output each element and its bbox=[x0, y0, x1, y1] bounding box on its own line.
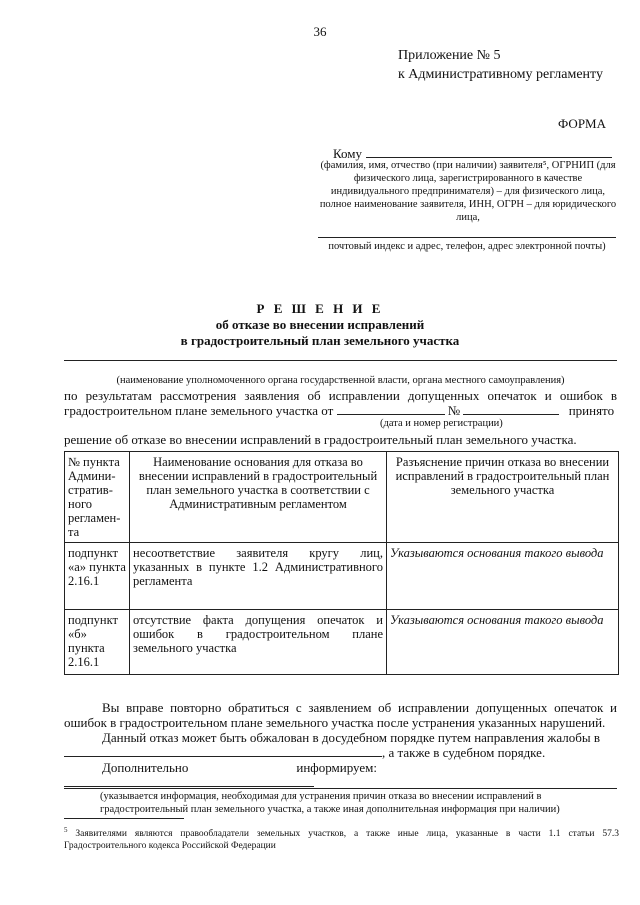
header-reason: Наименование основания для отказа во внесении исправлений в градостроительный план земельного участка в соответствии с Административным регламентом bbox=[130, 452, 387, 543]
organ-blank-line bbox=[64, 360, 617, 361]
date-blank bbox=[337, 403, 445, 415]
postal-note: почтовый индекс и адрес, телефон, адрес электронной почты) bbox=[328, 241, 606, 252]
row1-clause: подпункт «а» пункта 2.16.1 bbox=[65, 543, 130, 610]
body-paragraph-3: решение об отказе во внесении исправлений в градостроительный план земельного участка. bbox=[64, 432, 577, 447]
decision-title bbox=[0, 301, 640, 349]
recipient-label: Кому bbox=[333, 146, 363, 161]
footnote-rule bbox=[64, 818, 184, 819]
table-row bbox=[65, 610, 619, 675]
closing-paragraph-1: Вы вправе повторно обратиться с заявлением об исправлении допущенных опечаток и ошибок в градостроительном плане земельного участка после устранения указанных нарушений. bbox=[64, 700, 617, 730]
row1-explanation: Указываются основания такого вывода bbox=[387, 543, 619, 610]
appeal-blank bbox=[64, 745, 382, 757]
inform-label: информируем: bbox=[296, 760, 377, 775]
closing-p2-start: Данный отказ может быть обжалован в досудебном порядке путем направления жалобы в bbox=[102, 730, 600, 745]
closing-paragraph-3 bbox=[64, 760, 617, 790]
body-p2-end: принято bbox=[568, 403, 615, 418]
row2-clause: подпункт «б» пункта 2.16.1 bbox=[65, 610, 130, 675]
appendix-line1: Приложение № 5 bbox=[398, 48, 501, 63]
header-clause: № пункта Админи-стратив-ного регламен-та bbox=[65, 452, 130, 543]
row2-explanation: Указываются основания такого вывода bbox=[387, 610, 619, 675]
date-number-note: (дата и номер регистрации) bbox=[380, 418, 503, 429]
reasons-table bbox=[64, 451, 619, 675]
row2-reason: отсутствие факта допущения опечаток и ошибок в градостроительном плане земельного участка bbox=[130, 610, 387, 675]
appendix-heading bbox=[398, 46, 603, 84]
closing-p2-end: , а также в судебном порядке. bbox=[382, 745, 546, 760]
additional-info-line bbox=[64, 788, 617, 789]
recipient-address-line bbox=[318, 237, 616, 238]
form-label: ФОРМА bbox=[558, 116, 606, 131]
footnote-text: Заявителями являются правообладатели земельных участков, а также иные лица, указанные в части 1.1 статьи 57.3 Градостроительного кодекса Российской Федерации bbox=[64, 829, 620, 852]
footnote-mark: 5 bbox=[64, 826, 68, 834]
title-line2: об отказе во внесении исправлений bbox=[215, 317, 425, 332]
recipient-blank-line bbox=[366, 146, 612, 158]
row1-reason: несоответствие заявителя кругу лиц, указанных в пункте 1.2 Административного регламента bbox=[130, 543, 387, 610]
table-row bbox=[65, 543, 619, 610]
title-word: Р Е Ш Е Н И Е bbox=[256, 301, 384, 316]
page-number: 36 bbox=[313, 24, 327, 39]
body-p2-start: градостроительном плане земельного участка от bbox=[64, 403, 334, 418]
additional-info-note: (указывается информация, необходимая для устранения причин отказа во внесении исправлений в градостроительный план земельного участка, а также иная дополнительная информация при наличии) bbox=[100, 791, 560, 815]
number-blank bbox=[463, 403, 559, 415]
number-sign: № bbox=[447, 403, 461, 418]
closing-paragraph-2 bbox=[64, 730, 617, 760]
header-explanation: Разъяснение причин отказа во внесении исправлений в градостроительный план земельного участка bbox=[387, 452, 619, 543]
title-line3: в градостроительный план земельного участка bbox=[180, 333, 460, 348]
recipient-note: (фамилия, имя, отчество (при наличии) заявителя⁵, ОГРНИП (для физического лица, зарегистрированного в качестве индивидуального предпринимателя) – для физического лица, полное наименование заявителя, ИНН, ОГРН – для юридического лица, bbox=[319, 160, 617, 223]
appendix-line2: к Административному регламенту bbox=[398, 67, 603, 82]
footnote bbox=[64, 824, 619, 852]
organ-note: (наименование уполномоченного органа государственной власти, органа местного самоуправления) bbox=[116, 375, 565, 386]
body-paragraph-2 bbox=[64, 403, 617, 418]
table-header-row bbox=[65, 452, 619, 543]
body-paragraph-1: по результатам рассмотрения заявления об исправлении допущенных опечаток и ошибок в bbox=[64, 388, 617, 403]
additionally-label: Дополнительно bbox=[102, 760, 189, 775]
inform-blank bbox=[64, 775, 314, 787]
